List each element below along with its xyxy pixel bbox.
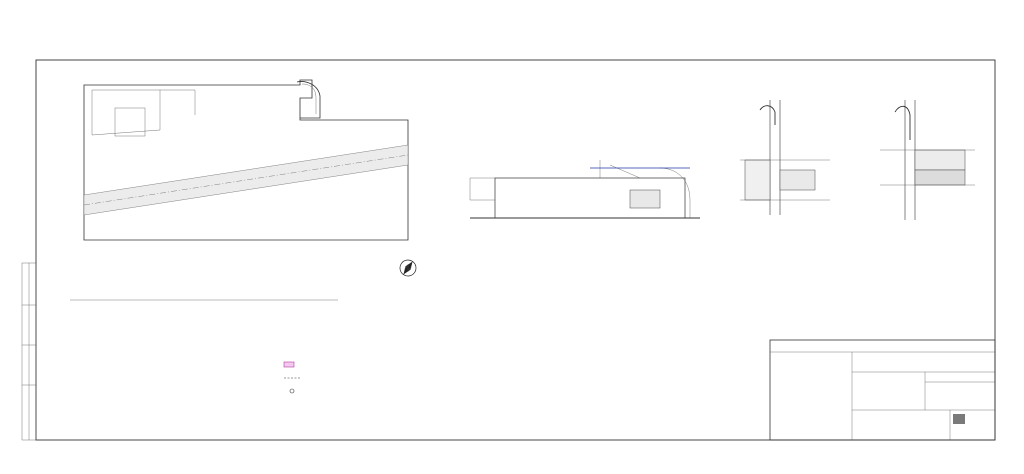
svg-text:N: N — [402, 263, 413, 274]
road-band — [84, 145, 408, 215]
legend-stand-swatch — [290, 389, 294, 393]
section-1-1 — [470, 160, 700, 218]
sheet-frame — [36, 60, 995, 440]
legend-conduit-swatch — [284, 362, 294, 367]
inner-block — [92, 90, 160, 135]
north-arrow-icon — [397, 257, 419, 279]
sections-right — [740, 100, 975, 220]
site-plan — [70, 80, 419, 300]
company-logo — [953, 414, 965, 424]
title-block — [770, 340, 995, 440]
legend — [284, 362, 300, 393]
